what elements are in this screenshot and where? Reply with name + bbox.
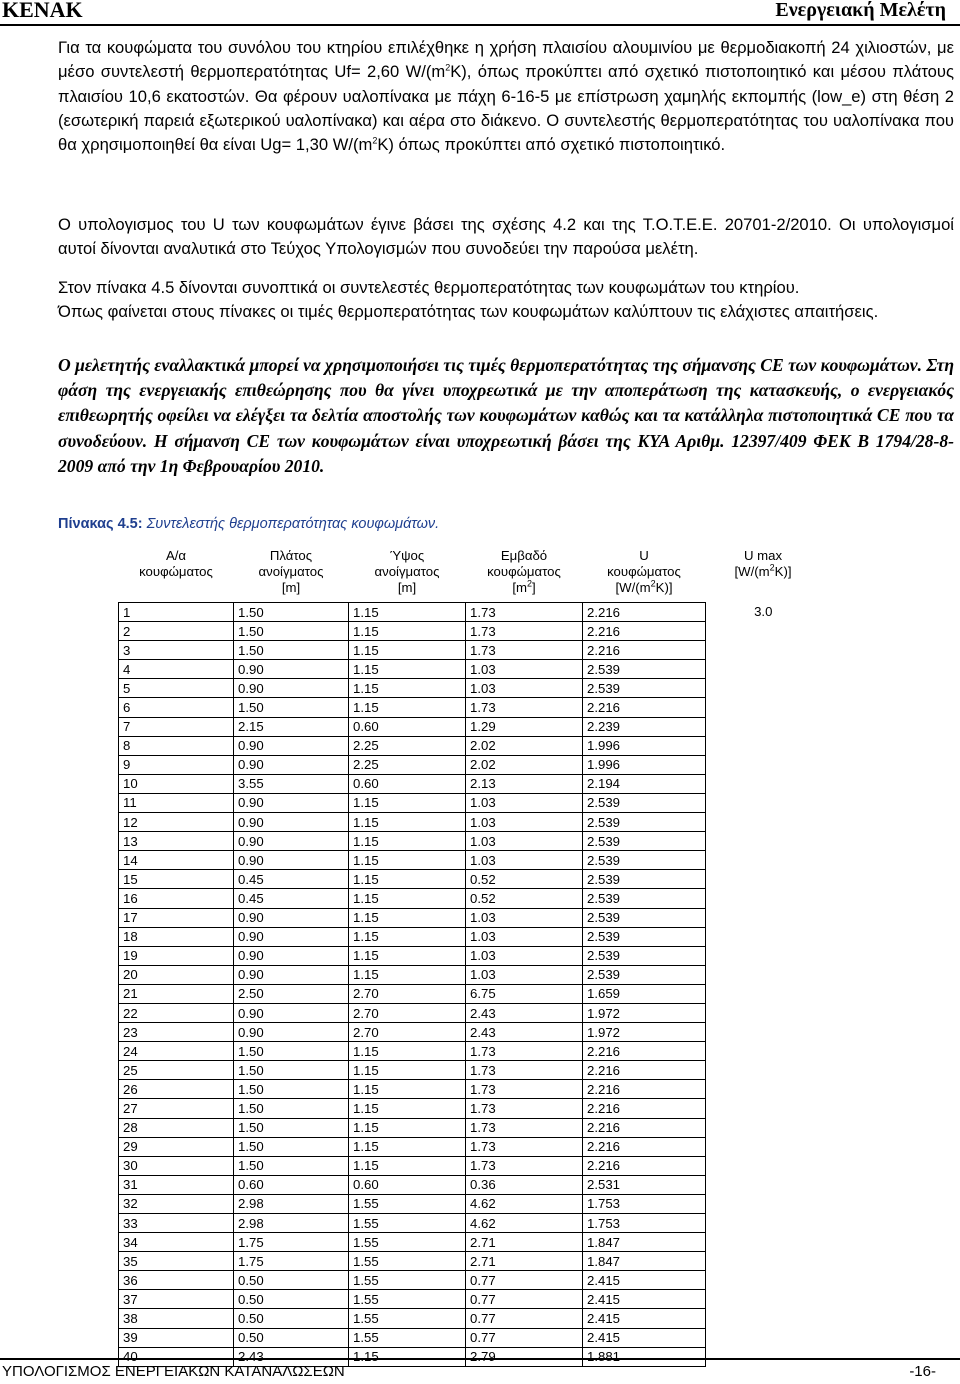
cell-area: 1.03	[466, 927, 583, 946]
cell-index: 35	[119, 1252, 234, 1271]
cell-width: 0.90	[234, 965, 349, 984]
cell-width: 1.50	[234, 1080, 349, 1099]
cell-index: 40	[119, 1347, 234, 1366]
cell-u-value: 1.753	[583, 1194, 706, 1213]
cell-u-value: 2.216	[583, 1156, 706, 1175]
cell-u-value: 2.216	[583, 1061, 706, 1080]
cell-height: 1.15	[349, 641, 466, 660]
cell-area: 2.71	[466, 1233, 583, 1252]
cell-area: 2.02	[466, 755, 583, 774]
cell-area: 2.79	[466, 1347, 583, 1366]
cell-u-value: 2.539	[583, 660, 706, 679]
cell-u-value: 1.659	[583, 984, 706, 1003]
header-line	[587, 580, 702, 596]
cell-index: 31	[119, 1175, 234, 1194]
cell-width: 1.50	[234, 1099, 349, 1118]
cell-width: 1.75	[234, 1252, 349, 1271]
header-title-right: Ενεργειακή Μελέτη	[775, 0, 946, 21]
cell-u-value: 2.415	[583, 1271, 706, 1290]
cell-width: 3.55	[234, 774, 349, 793]
cell-index: 11	[119, 793, 234, 812]
cell-height: 2.70	[349, 1003, 466, 1022]
cell-index: 20	[119, 965, 234, 984]
superscript: 2	[769, 562, 775, 573]
cell-index: 29	[119, 1137, 234, 1156]
cell-index: 5	[119, 679, 234, 698]
cell-width: 0.90	[234, 793, 349, 812]
cell-width: 0.50	[234, 1328, 349, 1347]
paragraph-frames-part-2: K), όπως προκύπτει από σχετικό πιστοποιητικό και μέσου πλάτους πλαισίου 10,6 εκατοστών. Θα φέρουν υαλοπίνακα με πάχη 6-16-5 με επίστρωση χαμηλής εκπομπής (low_e) στη θέση 2 (εσωτερική παρειά εξωτερικού υαλοπίνακα) και αέρα στο διάκενο. Ο συντελεστής θερμοπερατότητας του υαλοπίνακα που θα χρησιμοποιηθεί θα είναι Ug= 1,30 W/(m	[58, 62, 954, 155]
cell-width: 2.50	[234, 984, 349, 1003]
cell-index: 4	[119, 660, 234, 679]
cell-height: 0.60	[349, 717, 466, 736]
cell-height: 2.25	[349, 755, 466, 774]
cell-index: 10	[119, 774, 234, 793]
table-header-row	[119, 546, 821, 603]
header-unit: [m	[512, 580, 527, 595]
cell-area: 0.77	[466, 1290, 583, 1309]
cell-width: 0.60	[234, 1175, 349, 1194]
cell-index: 1	[119, 603, 234, 622]
header-line: [m]	[281, 580, 301, 595]
header-line: U	[639, 548, 649, 563]
cell-area: 2.43	[466, 1023, 583, 1042]
cell-height: 1.15	[349, 1347, 466, 1366]
cell-area: 1.03	[466, 660, 583, 679]
cell-index: 17	[119, 908, 234, 927]
header-line: Α/α	[165, 548, 187, 563]
cell-u-value: 2.539	[583, 679, 706, 698]
cell-area: 2.43	[466, 1003, 583, 1022]
cell-index: 22	[119, 1003, 234, 1022]
cell-area: 1.73	[466, 1137, 583, 1156]
cell-u-value: 1.847	[583, 1233, 706, 1252]
cell-width: 1.50	[234, 1137, 349, 1156]
header-line: Ύψος	[389, 548, 425, 563]
table-caption-text: Συντελεστής θερμοπερατότητας κουφωμάτων.	[142, 516, 440, 532]
cell-width: 0.90	[234, 679, 349, 698]
cell-index: 38	[119, 1309, 234, 1328]
cell-area: 0.77	[466, 1328, 583, 1347]
cell-height: 1.55	[349, 1271, 466, 1290]
cell-index: 18	[119, 927, 234, 946]
paragraph-ce-marking	[58, 353, 954, 479]
cell-height: 1.55	[349, 1194, 466, 1213]
page-header	[0, 0, 960, 26]
cell-area: 2.13	[466, 774, 583, 793]
cell-u-value: 2.216	[583, 1042, 706, 1061]
header-line: [m]	[397, 580, 417, 595]
cell-u-value: 2.539	[583, 927, 706, 946]
cell-u-value: 2.216	[583, 1080, 706, 1099]
header-line	[710, 564, 817, 580]
cell-u-value: 2.539	[583, 870, 706, 889]
cell-width: 0.90	[234, 1023, 349, 1042]
paragraph-table-reference-line1: Στον πίνακα 4.5 δίνονται συνοπτικά οι συντελεστές θερμοπερατότητας των κουφωμάτων του κτηρίου.	[58, 278, 800, 297]
cell-u-value: 1.972	[583, 1023, 706, 1042]
header-cell-u-max	[706, 546, 821, 603]
cell-index: 13	[119, 832, 234, 851]
cell-area: 1.73	[466, 1099, 583, 1118]
cell-u-value: 2.539	[583, 793, 706, 812]
cell-width: 2.98	[234, 1194, 349, 1213]
cell-area: 0.52	[466, 889, 583, 908]
cell-area: 1.03	[466, 946, 583, 965]
cell-area: 1.73	[466, 622, 583, 641]
cell-index: 21	[119, 984, 234, 1003]
cell-area: 0.52	[466, 870, 583, 889]
cell-width: 0.90	[234, 832, 349, 851]
cell-width: 1.50	[234, 1118, 349, 1137]
cell-width: 0.90	[234, 946, 349, 965]
cell-height: 1.15	[349, 889, 466, 908]
cell-area: 1.03	[466, 832, 583, 851]
cell-area: 1.73	[466, 1080, 583, 1099]
header-unit: ]	[532, 580, 536, 595]
header-line: ανοίγματος	[258, 564, 324, 579]
cell-index: 37	[119, 1290, 234, 1309]
cell-u-value: 2.539	[583, 832, 706, 851]
cell-height: 1.15	[349, 660, 466, 679]
cell-area: 1.73	[466, 698, 583, 717]
cell-index: 24	[119, 1042, 234, 1061]
table-body	[119, 603, 821, 1367]
paragraph-ce-marking-text: Ο μελετητής εναλλακτικά μπορεί να χρησιμοποιήσει τις τιμές θερμοπερατότητας της σήμανσης CE των κουφωμάτων. Στη φάση της ενεργειακής επιθεώρησης που θα γίνει υποχρεωτικά με την αποπεράτωση της κατασκευής, ο ενεργειακός επιθεωρητής οφείλει να ελέγξει τα δελτία αποστολής των κουφωμάτων καθώς και τα κατάλληλα πιστοποιητικά CE που τα συνοδεύουν. Η σήμανση CE των κουφωμάτων είναι υποχρεωτική βάσει της ΚΥΑ Αριθμ. 12397/409 ΦΕΚ Β 1794/28-8-2009 από την 1η Φεβρουαρίου 2010.	[58, 355, 954, 476]
cell-u-value: 1.847	[583, 1252, 706, 1271]
cell-index: 3	[119, 641, 234, 660]
cell-index: 34	[119, 1233, 234, 1252]
cell-area: 1.73	[466, 1118, 583, 1137]
header-cell-index	[119, 546, 234, 603]
cell-height: 0.60	[349, 1175, 466, 1194]
cell-height: 1.55	[349, 1214, 466, 1233]
cell-area: 1.03	[466, 813, 583, 832]
cell-height: 2.70	[349, 984, 466, 1003]
cell-width: 0.90	[234, 908, 349, 927]
paragraph-table-reference	[58, 276, 954, 325]
table-caption-label: Πίνακας 4.5:	[58, 516, 143, 532]
cell-index: 7	[119, 717, 234, 736]
paragraph-frames-part-3: K) όπως προκύπτει από σχετικό πιστοποιητικό.	[377, 135, 726, 155]
cell-index: 33	[119, 1214, 234, 1233]
footer-title: ΥΠΟΛΟΓΙΣΜΟΣ ΕΝΕΡΓΕΙΑΚΩΝ ΚΑΤΑΝΑΛΩΣΕΩΝ	[2, 1363, 345, 1380]
cell-u-value: 2.216	[583, 1099, 706, 1118]
cell-u-value: 2.216	[583, 698, 706, 717]
cell-height: 1.15	[349, 793, 466, 812]
cell-u-value: 2.539	[583, 813, 706, 832]
cell-u-value: 2.531	[583, 1175, 706, 1194]
cell-index: 14	[119, 851, 234, 870]
windows-table	[118, 546, 821, 1367]
cell-u-value: 2.539	[583, 889, 706, 908]
cell-index: 2	[119, 622, 234, 641]
cell-height: 1.15	[349, 813, 466, 832]
cell-u-value: 1.996	[583, 755, 706, 774]
cell-height: 0.60	[349, 774, 466, 793]
cell-width: 1.75	[234, 1233, 349, 1252]
cell-u-value: 1.972	[583, 1003, 706, 1022]
cell-height: 1.15	[349, 698, 466, 717]
cell-area: 0.77	[466, 1271, 583, 1290]
cell-width: 0.50	[234, 1309, 349, 1328]
cell-width: 0.90	[234, 813, 349, 832]
table-caption	[58, 516, 439, 532]
cell-u-value: 2.239	[583, 717, 706, 736]
cell-height: 1.15	[349, 870, 466, 889]
superscript: 2	[445, 62, 451, 73]
header-line: U max	[743, 548, 783, 563]
cell-area: 1.73	[466, 641, 583, 660]
cell-u-value: 2.539	[583, 946, 706, 965]
paragraph-calculation	[58, 213, 954, 262]
cell-index: 12	[119, 813, 234, 832]
header-title-left: ΚΕΝΑΚ	[2, 0, 83, 22]
cell-index: 27	[119, 1099, 234, 1118]
cell-u-value: 2.539	[583, 908, 706, 927]
cell-width: 0.90	[234, 851, 349, 870]
header-unit: K)]	[774, 564, 792, 579]
cell-u-value: 1.996	[583, 736, 706, 755]
cell-height: 1.55	[349, 1328, 466, 1347]
cell-area: 1.73	[466, 1156, 583, 1175]
table-row	[119, 603, 821, 622]
cell-u-value: 2.216	[583, 641, 706, 660]
header-line: κουφώματος	[607, 564, 681, 579]
header-line: Πλάτος	[269, 548, 313, 563]
cell-u-max: 3.0	[754, 603, 773, 619]
cell-area: 4.62	[466, 1194, 583, 1213]
superscript: 2	[372, 135, 378, 146]
cell-width: 1.50	[234, 1042, 349, 1061]
cell-height: 1.15	[349, 1137, 466, 1156]
cell-area: 1.03	[466, 908, 583, 927]
paragraph-frames	[58, 36, 954, 157]
cell-width: 2.43	[234, 1347, 349, 1366]
cell-height: 1.15	[349, 1042, 466, 1061]
cell-u-value: 2.415	[583, 1290, 706, 1309]
superscript: 2	[650, 578, 656, 589]
cell-index: 9	[119, 755, 234, 774]
cell-area: 0.77	[466, 1309, 583, 1328]
paragraph-frames-part-1: Για τα κουφώματα του συνόλου του κτηρίου επιλέχθηκε η χρήση πλαισίου αλουμινίου με θερμοδιακοπή 24 χιλιοστών, με μέσο συντελεστή θερμοπερατότητας Uf= 2,60 W/(m	[58, 38, 954, 82]
cell-index: 23	[119, 1023, 234, 1042]
cell-width: 0.50	[234, 1271, 349, 1290]
cell-height: 1.15	[349, 965, 466, 984]
cell-u-value: 1.881	[583, 1347, 706, 1366]
header-unit: [W/(m	[734, 564, 770, 579]
header-cell-area	[466, 546, 583, 603]
header-cell-width	[234, 546, 349, 603]
header-line: κουφώματος	[487, 564, 561, 579]
cell-height: 2.70	[349, 1023, 466, 1042]
cell-height: 1.15	[349, 1118, 466, 1137]
cell-width: 1.50	[234, 641, 349, 660]
header-unit: K)]	[655, 580, 673, 595]
cell-u-value: 2.539	[583, 965, 706, 984]
cell-width: 0.45	[234, 889, 349, 908]
header-cell-u-value	[583, 546, 706, 603]
header-cell-height	[349, 546, 466, 603]
cell-u-value: 2.415	[583, 1328, 706, 1347]
cell-width: 0.90	[234, 1003, 349, 1022]
cell-u-value: 2.194	[583, 774, 706, 793]
cell-u-value: 2.216	[583, 1137, 706, 1156]
cell-area: 2.02	[466, 736, 583, 755]
paragraph-table-reference-line2: Όπως φαίνεται στους πίνακες οι τιμές θερμοπερατότητας των κουφωμάτων καλύπτουν τις ελάχιστες απαιτήσεις.	[58, 302, 879, 322]
cell-index: 16	[119, 889, 234, 908]
cell-width: 2.15	[234, 717, 349, 736]
header-line: κουφώματος	[139, 564, 213, 579]
cell-area: 1.73	[466, 1061, 583, 1080]
cell-width: 0.90	[234, 736, 349, 755]
cell-area: 1.03	[466, 851, 583, 870]
cell-area: 4.62	[466, 1214, 583, 1233]
cell-u-value: 2.216	[583, 1118, 706, 1137]
cell-height: 1.15	[349, 1061, 466, 1080]
cell-index: 26	[119, 1080, 234, 1099]
cell-width: 0.50	[234, 1290, 349, 1309]
page-footer	[0, 1358, 960, 1384]
cell-index: 25	[119, 1061, 234, 1080]
cell-area: 1.29	[466, 717, 583, 736]
cell-width: 1.50	[234, 622, 349, 641]
cell-height: 1.15	[349, 1099, 466, 1118]
cell-index: 36	[119, 1271, 234, 1290]
cell-width: 1.50	[234, 1061, 349, 1080]
header-line: Εμβαδό	[500, 548, 548, 563]
cell-index: 32	[119, 1194, 234, 1213]
cell-height: 1.15	[349, 622, 466, 641]
cell-height: 1.55	[349, 1252, 466, 1271]
cell-width: 1.50	[234, 698, 349, 717]
cell-u-value: 2.539	[583, 851, 706, 870]
cell-area: 1.03	[466, 793, 583, 812]
cell-area: 0.36	[466, 1175, 583, 1194]
cell-height: 1.15	[349, 679, 466, 698]
cell-u-value: 2.216	[583, 622, 706, 641]
cell-width: 1.50	[234, 603, 349, 622]
cell-index: 39	[119, 1328, 234, 1347]
cell-height: 1.15	[349, 603, 466, 622]
cell-height: 1.15	[349, 851, 466, 870]
cell-area: 1.03	[466, 679, 583, 698]
header-line: ανοίγματος	[374, 564, 440, 579]
cell-height: 1.55	[349, 1309, 466, 1328]
cell-u-value: 2.216	[583, 603, 706, 622]
cell-area: 1.03	[466, 965, 583, 984]
cell-width: 0.45	[234, 870, 349, 889]
cell-index: 8	[119, 736, 234, 755]
header-line	[470, 580, 579, 596]
cell-area: 2.71	[466, 1252, 583, 1271]
paragraph-calculation-text: Ο υπολογισμος του U των κουφωμάτων έγινε βάσει της σχέσης 4.2 και της Τ.Ο.Τ.Ε.Ε. 20701-2/2010. Οι υπολογισμοί αυτοί δίνονται αναλυτικά στο Τεύχος Υπολογισμών που συνοδεύει την παρούσα μελέτη.	[58, 215, 954, 259]
cell-area: 1.73	[466, 1042, 583, 1061]
cell-height: 1.55	[349, 1233, 466, 1252]
cell-height: 1.55	[349, 1290, 466, 1309]
cell-index: 30	[119, 1156, 234, 1175]
cell-height: 1.15	[349, 1156, 466, 1175]
header-unit: [W/(m	[615, 580, 651, 595]
superscript: 2	[526, 578, 532, 589]
cell-height: 1.15	[349, 946, 466, 965]
cell-height: 1.15	[349, 927, 466, 946]
cell-u-value: 1.753	[583, 1214, 706, 1233]
cell-index: 28	[119, 1118, 234, 1137]
cell-width: 1.50	[234, 1156, 349, 1175]
cell-area: 6.75	[466, 984, 583, 1003]
cell-width: 0.90	[234, 755, 349, 774]
cell-area: 1.73	[466, 603, 583, 622]
cell-height: 1.15	[349, 1080, 466, 1099]
cell-index: 15	[119, 870, 234, 889]
cell-index: 19	[119, 946, 234, 965]
cell-height: 2.25	[349, 736, 466, 755]
cell-width: 0.90	[234, 660, 349, 679]
cell-index: 6	[119, 698, 234, 717]
cell-width: 0.90	[234, 927, 349, 946]
cell-width: 2.98	[234, 1214, 349, 1233]
cell-height: 1.15	[349, 832, 466, 851]
page-number: -16-	[909, 1363, 936, 1380]
cell-u-value: 2.415	[583, 1309, 706, 1328]
cell-height: 1.15	[349, 908, 466, 927]
